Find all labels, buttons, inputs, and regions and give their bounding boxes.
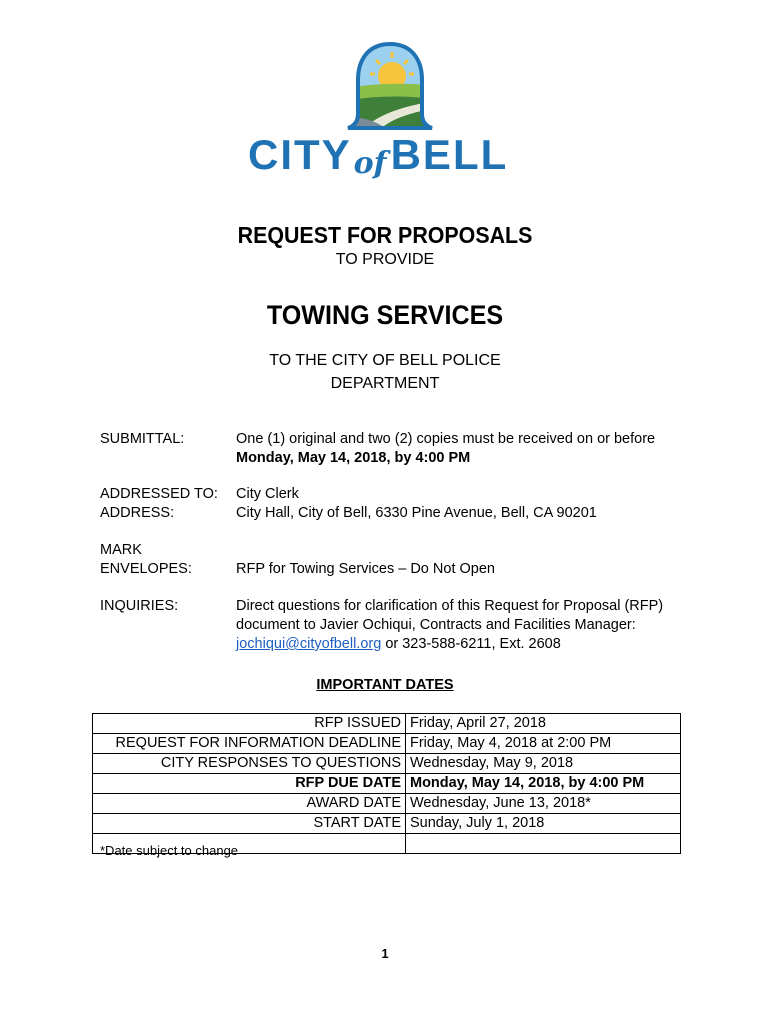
logo-wordmark	[248, 130, 528, 185]
inquiries-email-link[interactable]: jochiqui@cityofbell.org	[236, 636, 382, 652]
date-label: START DATE	[93, 814, 406, 834]
date-value: Friday, May 4, 2018 at 2:00 PM	[406, 734, 681, 754]
city-of-bell-logo	[240, 40, 530, 185]
envelopes-value: RFP for Towing Services – Do Not Open	[236, 561, 495, 577]
table-row	[93, 734, 681, 754]
envelopes-label: ENVELOPES:	[100, 561, 192, 577]
service-title: TOWING SERVICES	[266, 300, 504, 330]
logo-of: of	[353, 146, 387, 181]
address-label: ADDRESS:	[100, 505, 175, 521]
logo-bell: BELL	[390, 131, 509, 178]
date-label: RFP DUE DATE	[93, 774, 406, 794]
important-dates-heading: IMPORTANT DATES	[316, 677, 454, 693]
document-title: REQUEST FOR PROPOSALS	[237, 222, 533, 248]
date-value: Friday, April 27, 2018	[406, 714, 681, 734]
recipient-line-2: DEPARTMENT	[330, 375, 440, 392]
date-value: Sunday, July 1, 2018	[406, 814, 681, 834]
document-subtitle: TO PROVIDE	[335, 251, 435, 268]
mark-label: MARK	[100, 542, 142, 558]
inquiries-line-2: document to Javier Ochiqui, Contracts and Facilities Manager:	[236, 617, 636, 633]
date-value: Wednesday, May 9, 2018	[406, 754, 681, 774]
date-value: Monday, May 14, 2018, by 4:00 PM	[406, 774, 681, 794]
inquiries-contact	[236, 635, 561, 654]
inquiries-line-1: Direct questions for clarification of this Request for Proposal (RFP)	[236, 598, 664, 614]
table-row	[93, 814, 681, 834]
bell-emblem-icon	[340, 40, 440, 132]
table-row	[93, 774, 681, 794]
recipient-block	[0, 349, 770, 395]
table-row	[93, 754, 681, 774]
date-label: AWARD DATE	[93, 794, 406, 814]
submittal-label: SUBMITTAL:	[100, 431, 185, 447]
page-number: 1	[381, 946, 389, 961]
date-label: RFP ISSUED	[93, 714, 406, 734]
logo-city: CITY	[248, 131, 352, 178]
date-value: Wednesday, June 13, 2018*	[406, 794, 681, 814]
table-row	[93, 714, 681, 734]
date-footnote: *Date subject to change	[100, 843, 239, 858]
date-value-empty	[406, 834, 681, 854]
address-value: City Hall, City of Bell, 6330 Pine Avenue, Bell, CA 90201	[236, 505, 597, 521]
submittal-deadline: Monday, May 14, 2018, by 4:00 PM	[236, 450, 471, 466]
inquiries-label: INQUIRIES:	[100, 598, 179, 614]
recipient-line-1: TO THE CITY OF BELL POLICE	[269, 352, 501, 369]
table-row	[93, 794, 681, 814]
addressed-to-label: ADDRESSED TO:	[100, 486, 218, 502]
addressed-to-value: City Clerk	[236, 486, 299, 502]
inquiries-phone: or 323-588-6211, Ext. 2608	[381, 636, 561, 652]
submittal-line-1: One (1) original and two (2) copies must be received on or before	[236, 431, 656, 447]
date-label: CITY RESPONSES TO QUESTIONS	[93, 754, 406, 774]
date-label: REQUEST FOR INFORMATION DEADLINE	[93, 734, 406, 754]
important-dates-table	[92, 713, 681, 854]
